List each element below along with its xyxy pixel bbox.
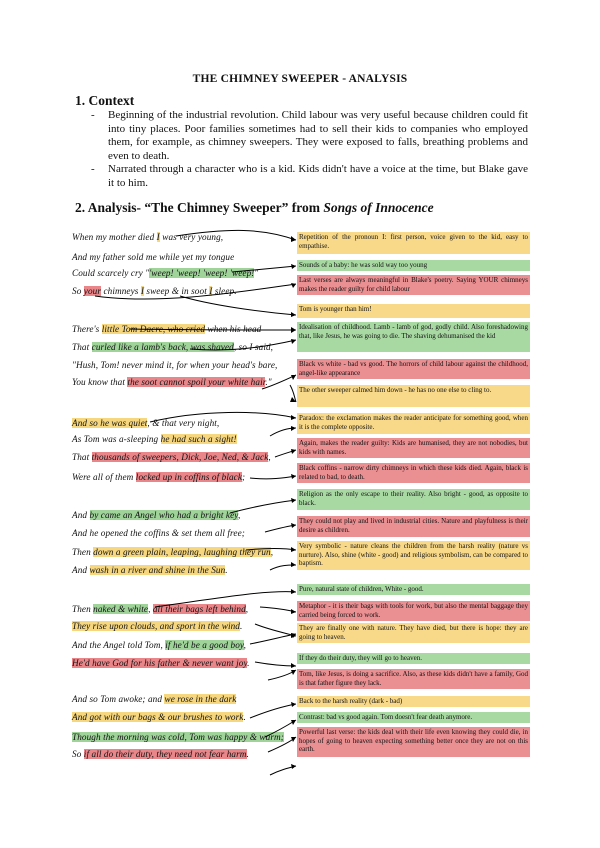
highlighted-phrase: They rise upon clouds, and sport in the wind — [72, 621, 240, 631]
poem-text: Then — [72, 604, 94, 614]
highlighted-phrase: And so he was quiet — [72, 418, 148, 428]
section-2-heading-prefix: 2. Analysis- “The Chimney Sweeper” from — [75, 200, 324, 215]
document-title: THE CHIMNEY SWEEPER - ANALYSIS — [192, 73, 408, 85]
highlighted-phrase: I — [140, 286, 144, 296]
annotation-note: Religion as the only escape to their reality. Also bright - good, as opposite to black. — [297, 489, 530, 510]
poem-text: Were all of them — [72, 472, 136, 482]
highlighted-phrase: by came an Angel who had a bright key — [89, 510, 238, 520]
highlighted-phrase: we rose in the dark — [164, 694, 237, 704]
highlighted-phrase: he had such a sight! — [160, 434, 237, 444]
poem-text: So — [72, 749, 84, 759]
annotation-note: They are finally one with nature. They have died, but there is hope: they are going to heaven. — [297, 623, 530, 643]
annotation-note: Contrast: bad vs good again. Tom doesn't fear death anymore. — [297, 712, 530, 723]
poem-text: There's — [72, 324, 102, 334]
annotation-note: Black vs white - bad vs good. The horrors of child labour against the childhood, angel-like appearance — [297, 359, 530, 379]
highlighted-phrase: I — [156, 232, 160, 242]
annotation-note: Pure, natural state of children, White - good. — [297, 584, 530, 595]
highlighted-phrase: wash in a river and shine in the Sun — [89, 565, 226, 575]
context-bullet-2: Narrated through a character who is a kid. Kids didn't have a voice at the time, but Blake gave it to him. — [108, 163, 528, 189]
poem-text: when his head — [205, 324, 262, 334]
poem-text: , so I said, — [233, 342, 274, 352]
poem-text: And — [72, 565, 90, 575]
poem-text: And — [72, 510, 90, 520]
poem-text: . — [246, 749, 249, 759]
poem-text: And so Tom awoke; and — [72, 694, 165, 704]
highlighted-phrase: locked up in coffins of black — [135, 472, 243, 482]
highlighted-phrase: thousands of sweepers, Dick, Joe, Ned, & Jack — [91, 452, 269, 462]
poem-text: ." — [265, 377, 272, 387]
highlighted-phrase: naked & white — [93, 604, 149, 614]
annotation-note: Back to the harsh reality (dark - bad) — [297, 696, 530, 707]
poem-text: " — [254, 268, 259, 278]
highlighted-phrase: little Tom Dacre, who cried — [101, 324, 206, 334]
highlighted-phrase: the soot cannot spoil your white hair — [127, 377, 266, 387]
annotation-note: Very symbolic - nature cleans the children from the harsh reality (nature vs nurture). Also, shine (white - good) and religious symbolism, can be compared to baptism. — [297, 541, 530, 570]
poem-text: You know that — [72, 377, 128, 387]
poem-text: That — [72, 342, 92, 352]
highlighted-phrase: your — [83, 286, 102, 296]
annotation-note: They could not play and lived in industrial cities. Nature and playfulness is their desire as children. — [297, 516, 530, 537]
poem-text: So — [72, 286, 84, 296]
poem-text: sweep & in soot — [144, 286, 210, 296]
bullet-dash: - — [91, 109, 95, 121]
poem-text: , — [237, 510, 241, 520]
highlighted-phrase: Though the morning was cold, Tom was happy & warm; — [72, 732, 284, 742]
highlighted-phrase: if he'd be a good boy — [165, 640, 244, 650]
poem-text: As Tom was a-sleeping — [72, 434, 161, 444]
poem-text: , — [270, 547, 274, 557]
annotation-note: Powerful last verse: the kids deal with their life even knowing they could die, in hopes of going to heaven expecting something better once they are not on this earth. — [297, 727, 530, 757]
annotation-note: Tom is younger than him! — [297, 304, 530, 318]
poem-text: And he opened the coffins & set them all free; — [72, 528, 245, 538]
annotation-note: Sounds of a baby: he was sold way too young — [297, 260, 530, 271]
poem-text: , — [268, 452, 271, 462]
poem-text: And the Angel told Tom, — [72, 640, 166, 650]
highlighted-phrase: all their bags left behind — [152, 604, 246, 614]
poem-text: . — [240, 621, 243, 631]
section-2-heading-italic: Songs of Innocence — [323, 200, 434, 215]
poem-text: chimneys — [101, 286, 141, 296]
poem-text: ; — [242, 472, 246, 482]
context-bullet-1: Beginning of the industrial revolution. Child labour was very useful because children could fit into tiny places. Poor families sometimes had to sell their kids to companies who employed them, for example, as chimney sweepers. They were exposed to falls, breathing problems and even to death. — [108, 109, 528, 162]
bullet-dash: - — [91, 163, 95, 175]
poem-text: . — [243, 712, 246, 722]
annotation-note: Tom, like Jesus, is doing a sacrifice. Also, as these kids didn't have a family, God is that father figure they lack. — [297, 669, 530, 689]
annotation-note: Again, makes the reader guilty: Kids are humanised, they are not nobodies, but kids with names. — [297, 438, 530, 458]
highlighted-phrase: if all do their duty, they need not fear harm — [83, 749, 247, 759]
annotation-note: The other sweeper calmed him down - he has no one else to cling to. — [297, 385, 530, 407]
poem-text: Could scarcely cry " — [72, 268, 150, 278]
poem-text: . — [247, 658, 250, 668]
poem-text: "Hush, Tom! never mind it, for when your head's bare, — [72, 360, 278, 370]
highlighted-phrase: 'weep! 'weep! 'weep! 'weep! — [149, 268, 255, 278]
highlighted-phrase: curled like a lamb's back, was shaved — [91, 342, 234, 352]
annotation-note: Paradox: the exclamation makes the reader anticipate for something good, when it is the complete opposite. — [297, 413, 530, 434]
highlighted-phrase: And got with our bags & our brushes to work — [72, 712, 244, 722]
poem-text: sleep. — [212, 286, 237, 296]
highlighted-phrase: He'd have God for his father & never want joy — [72, 658, 248, 668]
highlighted-phrase: down a green plain, leaping, laughing they run — [93, 547, 271, 557]
highlighted-phrase: I — [209, 286, 213, 296]
poem-text: . — [225, 565, 228, 575]
poem-text: , — [243, 640, 246, 650]
section-1-heading: 1. Context — [75, 93, 135, 108]
poem-text: That — [72, 452, 92, 462]
annotation-note: Idealisation of childhood. Lamb - lamb of god, godly child. Also foreshadowing that, like Jesus, he was going to die. The shaving dehumanised the kid — [297, 322, 530, 352]
poem-text: And my father sold me while yet my tongue — [72, 252, 235, 262]
annotation-note: Black coffins - narrow dirty chimneys in which these kids died. Again, black is related to bad, to death. — [297, 463, 530, 483]
poem-text: When my mother died — [72, 232, 157, 242]
annotation-note: Last verses are always meaningful in Blake's poetry. Saying YOUR chimneys makes the reader guilty for child labour — [297, 275, 530, 295]
poem-text: , — [245, 604, 249, 614]
annotation-note: Metaphor - it is their bags with tools for work, but also the mental baggage they carried being forced to work. — [297, 601, 530, 621]
poem-text: , & that very night, — [147, 418, 220, 428]
poem-text: , — [148, 604, 153, 614]
annotation-note: Repetition of the pronoun I: first person, voice given to the kid, easy to empathise. — [297, 232, 530, 254]
poem-text: Then — [72, 547, 94, 557]
poem-text: was very young, — [159, 232, 224, 242]
annotation-note: If they do their duty, they will go to heaven. — [297, 653, 530, 664]
